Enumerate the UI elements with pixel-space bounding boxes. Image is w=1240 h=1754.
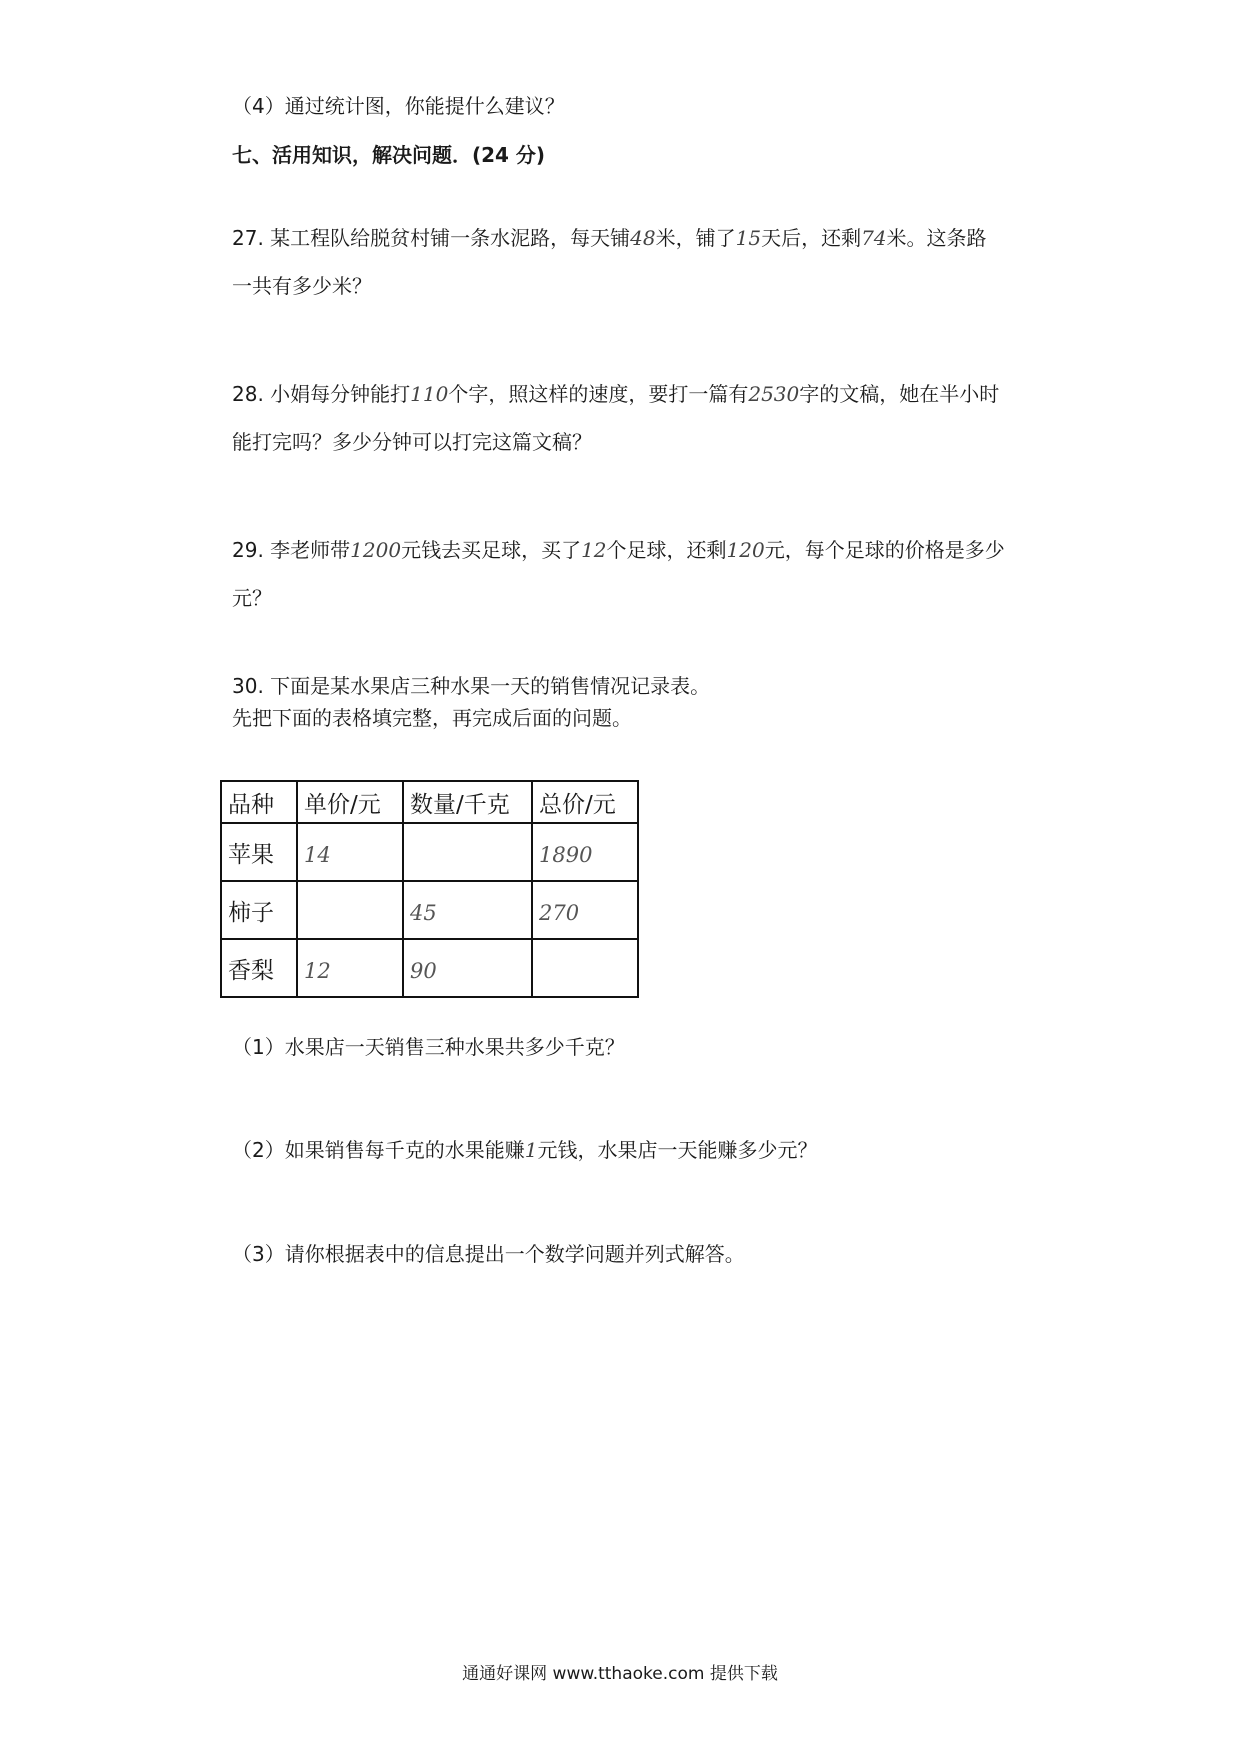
q29-number-remaining: 120 xyxy=(726,538,765,562)
q28-text-c: 字的文稿，她在半小时 xyxy=(799,382,1000,406)
table-cell-unit-price: 12 xyxy=(297,939,403,997)
question-28-line-1 xyxy=(232,380,999,408)
q29-text-a: 29. 李老师带 xyxy=(232,538,351,562)
question-27-line-1 xyxy=(232,224,987,252)
question-27 xyxy=(232,224,987,300)
section-7-heading: 七、活用知识，解决问题．(24 分) xyxy=(232,143,546,167)
q30-part2-text-b: 元钱，水果店一天能赚多少元？ xyxy=(537,1138,818,1162)
table-cell-fruit-name: 香梨 xyxy=(221,939,297,997)
q27-number-remaining: 74 xyxy=(861,226,887,250)
table-cell-unit-price: 14 xyxy=(297,823,403,881)
q28-number-total-chars: 2530 xyxy=(748,382,800,406)
table-header-cell: 数量/千克 xyxy=(403,781,532,823)
table-header-cell: 总价/元 xyxy=(532,781,638,823)
table-cell-quantity: 90 xyxy=(403,939,532,997)
q27-text-c: 天后，还剩 xyxy=(761,226,862,250)
table-row xyxy=(221,939,638,997)
q29-number-money: 1200 xyxy=(350,538,402,562)
table-cell-quantity: 45 xyxy=(403,881,532,939)
q30-part2-number: 1 xyxy=(524,1138,538,1162)
table-header-cell: 单价/元 xyxy=(297,781,403,823)
q29-text-b: 元钱去买足球，买了 xyxy=(401,538,582,562)
question-28 xyxy=(232,380,999,456)
question-30-part-2 xyxy=(232,1136,817,1164)
question-29-line-2: 元？ xyxy=(232,586,272,610)
question-27-line-2: 一共有多少米？ xyxy=(232,274,372,298)
question-28-line-2: 能打完吗？多少分钟可以打完这篇文稿？ xyxy=(232,430,592,454)
question-30-intro-line-1: 30. 下面是某水果店三种水果一天的销售情况记录表。 xyxy=(232,674,711,698)
question-29 xyxy=(232,536,1005,612)
table-cell-total xyxy=(532,939,638,997)
question-30-part-1: （1）水果店一天销售三种水果共多少千克？ xyxy=(232,1035,625,1059)
q29-text-c: 个足球，还剩 xyxy=(606,538,727,562)
table-cell-unit-price xyxy=(297,881,403,939)
q28-text-a: 28. 小娟每分钟能打 xyxy=(232,382,411,406)
q30-part2-text-a: （2）如果销售每千克的水果能赚 xyxy=(232,1138,525,1162)
table-cell-total: 1890 xyxy=(532,823,638,881)
table-header-cell: 品种 xyxy=(221,781,297,823)
table-row xyxy=(221,823,638,881)
q29-number-balls: 12 xyxy=(581,538,607,562)
table-cell-fruit-name: 苹果 xyxy=(221,823,297,881)
question-30-intro xyxy=(232,670,710,734)
fruit-sales-table xyxy=(220,780,639,998)
q29-text-d: 元，每个足球的价格是多少 xyxy=(764,538,1005,562)
table-header-row xyxy=(221,781,638,823)
table-cell-fruit-name: 柿子 xyxy=(221,881,297,939)
table-row xyxy=(221,881,638,939)
question-30-intro-line-2: 先把下面的表格填完整，再完成后面的问题。 xyxy=(232,706,632,730)
q27-number-days: 15 xyxy=(735,226,762,250)
q27-text-d: 米。这条路 xyxy=(886,226,987,250)
q28-text-b: 个字，照这样的速度，要打一篇有 xyxy=(448,382,749,406)
q28-number-chars-per-minute: 110 xyxy=(410,382,449,406)
table-cell-total: 270 xyxy=(532,881,638,939)
q26-part4-text: （4）通过统计图，你能提什么建议？ xyxy=(232,94,565,118)
page-footer: 通通好课网 www.tthaoke.com 提供下载 xyxy=(462,1664,778,1684)
q27-text-b: 米，铺了 xyxy=(655,226,736,250)
q27-number-daily-meters: 48 xyxy=(630,226,656,250)
table-cell-quantity xyxy=(403,823,532,881)
q27-text-a: 27. 某工程队给脱贫村铺一条水泥路，每天铺 xyxy=(232,226,631,250)
question-30-part-3: （3）请你根据表中的信息提出一个数学问题并列式解答。 xyxy=(232,1242,745,1266)
question-29-line-1 xyxy=(232,536,1005,564)
